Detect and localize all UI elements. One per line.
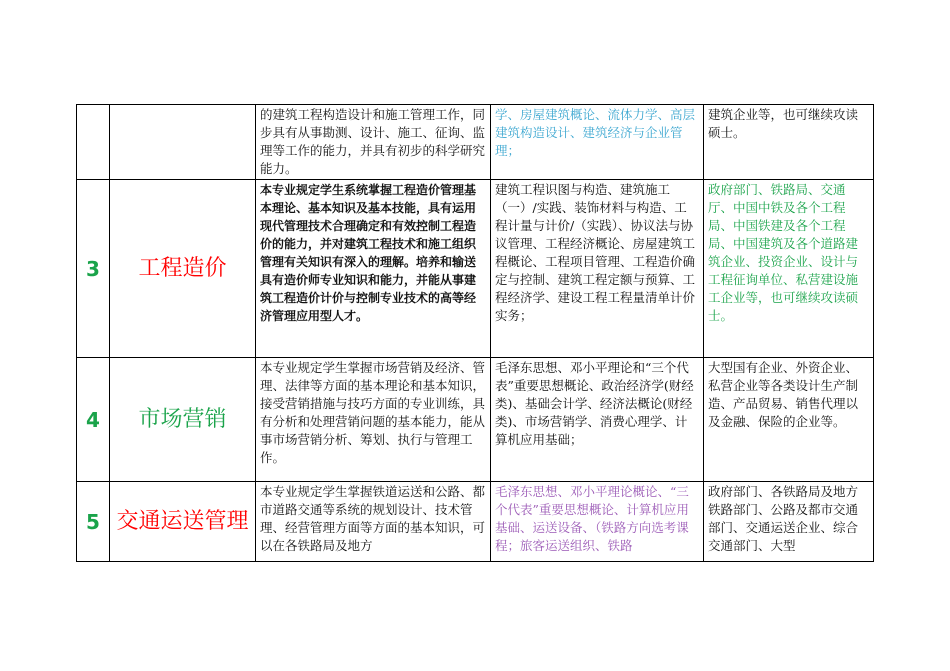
training-goal: 本专业规定学生系统掌握工程造价管理基本理论、基本知识及基本技能，具有运用现代管理技术合理确定和有效控制工程造价的能力，并对建筑工程技术和施工组织管理有关知识有深入的理解。培养和输送具有造价师专业知识和能力，并能从事建筑工程造价计价与控制专业技术的高等经济管理应用型人才。 [256, 180, 491, 358]
main-courses: 毛泽东思想、邓小平理论和“三个代表”重要思想概论、政治经济学(财经类)、基础会计学、经济法概论(财经类)、市场营销学、消费心理学、计算机应用基础； [491, 358, 704, 482]
career-directions: 政府部门、铁路局、交通厅、中国中铁及各个工程局、中国铁建及各个工程局、中国建筑及各个道路建筑企业、投资企业、设计与工程征询单位、私营建设施工企业等，也可继续攻读硕士。 [704, 180, 874, 358]
majors-table [76, 104, 874, 562]
table-row [77, 358, 874, 482]
row-number: 5 [77, 482, 110, 562]
table-row [77, 482, 874, 562]
training-goal: 本专业规定学生掌握市场营销及经济、管理、法律等方面的基本理论和基本知识，接受营销措施与技巧方面的专业训练，具有分析和处理营销问题的基本能力，能从事市场营销分析、筹划、执行与管理工作。 [256, 358, 491, 482]
career-directions: 政府部门、各铁路局及地方铁路部门、公路及都市交通部门、交通运送企业、综合交通部门、大型 [704, 482, 874, 562]
table-row [77, 180, 874, 358]
row-number: 4 [77, 358, 110, 482]
training-goal: 的建筑工程构造设计和施工管理工作，同步具有从事勘测、设计、施工、征询、监理等工作的能力，并具有初步的科学研究能力。 [256, 105, 491, 180]
career-directions: 建筑企业等，也可继续攻读硕士。 [704, 105, 874, 180]
main-courses: 学、房屋建筑概论、流体力学、高层建筑构造设计、建筑经济与企业管理； [491, 105, 704, 180]
training-goal: 本专业规定学生掌握铁道运送和公路、都市道路交通等系统的规划设计、技术管理、经营管理方面等方面的基本知识，可以在各铁路局及地方 [256, 482, 491, 562]
major-name: 工程造价 [110, 180, 256, 358]
major-name: 市场营销 [110, 358, 256, 482]
table-row [77, 105, 874, 180]
row-number: 3 [77, 180, 110, 358]
main-courses: 毛泽东思想、邓小平理论概论、“三个代表”重要思想概论、计算机应用基础、运送设备、（铁路方向选考课程；旅客运送组织、铁路 [491, 482, 704, 562]
career-directions: 大型国有企业、外资企业、私营企业等各类设计生产制造、产品贸易、销售代理以及金融、保险的企业等。 [704, 358, 874, 482]
main-courses: 建筑工程识图与构造、建筑施工（一）/实践、装饰材料与构造、工程计量与计价/（实践）、协议法与协议管理、工程经济概论、房屋建筑工程概论、工程项目管理、工程造价确定与控制、建筑工程定额与预算、工程经济学、建设工程工程量清单计价实务； [491, 180, 704, 358]
major-name: 交通运送管理 [110, 482, 256, 562]
row-number [77, 105, 110, 180]
major-name [110, 105, 256, 180]
